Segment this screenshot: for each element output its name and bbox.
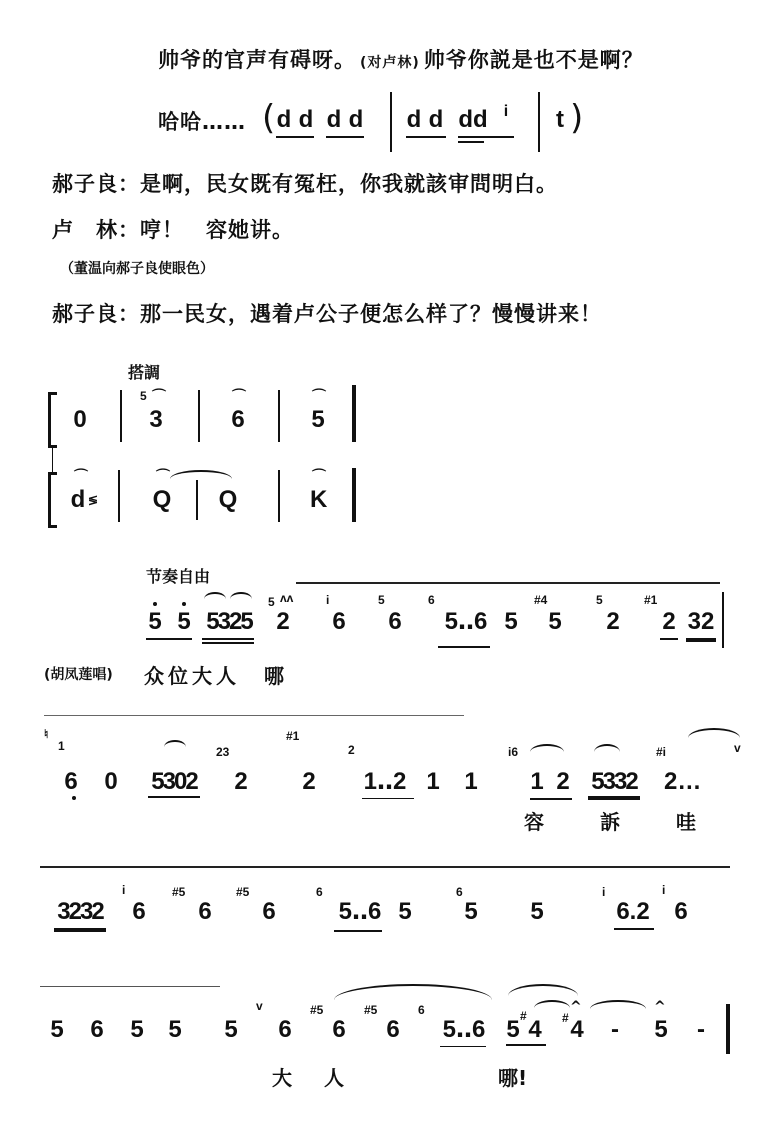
dash: - — [697, 1016, 705, 1043]
tempo-marking: 节奏自由 — [146, 567, 211, 586]
trill-icon: ʌʌ — [280, 591, 294, 605]
note: 5 — [50, 1016, 64, 1043]
underline — [148, 796, 200, 798]
speaker-name: 卢 林： — [52, 218, 140, 242]
perc-note: Q — [218, 486, 238, 513]
grace-note: #5 — [172, 885, 186, 899]
note-group: 5‥6 — [338, 898, 382, 925]
note: 2… — [664, 768, 702, 795]
note: 5 — [504, 608, 518, 635]
dialogue-line-4 — [52, 214, 294, 244]
note: 5 — [177, 608, 191, 635]
barline — [278, 390, 280, 442]
grace-note: i — [602, 885, 606, 899]
grace-note: 6 — [456, 885, 463, 899]
note: 2 — [302, 768, 316, 795]
low-dot — [72, 796, 76, 800]
note: 6 — [262, 898, 276, 925]
grace-note: 2 — [348, 743, 355, 757]
slur-arc — [688, 728, 740, 748]
grace-note: #i — [656, 745, 667, 759]
barline — [722, 592, 724, 648]
sung-text: 帅爷的官声有碍呀。 — [158, 48, 356, 72]
perc-note: K — [310, 486, 328, 513]
lyric: 哇 — [676, 810, 696, 834]
underline — [202, 638, 254, 640]
slur-arc — [230, 592, 252, 606]
underline — [660, 638, 678, 640]
note: 0 — [104, 768, 118, 795]
note: 5 — [224, 1016, 238, 1043]
breath-icon: v — [734, 741, 741, 755]
lyric: 大 — [272, 1066, 292, 1090]
note: 1 — [426, 768, 440, 795]
lyrics: 众位大人 哪 — [144, 664, 288, 688]
perc-note: d — [298, 106, 314, 133]
fermata-icon: ⌒ — [312, 469, 326, 485]
brace-connector — [52, 445, 53, 473]
barline — [118, 470, 120, 522]
note: 5 — [530, 898, 544, 925]
dash: - — [611, 1016, 619, 1043]
note: 1 — [464, 768, 478, 795]
spoken-text: 是啊，民女既有冤枉，你我就該审問明白。 — [140, 172, 558, 196]
end-barline — [352, 385, 356, 442]
grace-note: 5 — [140, 389, 147, 403]
stage-direction: (对卢林) — [360, 55, 420, 71]
note-group: 5‥6 — [444, 608, 488, 635]
note: 6 — [388, 608, 402, 635]
sharp-icon: # — [520, 1009, 527, 1023]
note: 6 — [332, 1016, 346, 1043]
grace-note: 6 — [316, 885, 323, 899]
barline — [196, 480, 198, 520]
note: 5 — [464, 898, 478, 925]
underline — [440, 1046, 486, 1047]
sung-text: 帅爷你説是也不是啊？ — [423, 48, 644, 72]
end-barline — [352, 468, 356, 522]
paren-open: ( — [262, 98, 276, 138]
underline — [326, 136, 364, 138]
phrase-line — [44, 715, 464, 716]
grace-note: 5 — [268, 595, 275, 609]
high-dot — [153, 602, 157, 606]
tremolo-icon: ≶ — [88, 493, 99, 507]
staff-bracket — [48, 392, 57, 448]
grace-note: 23 — [216, 745, 230, 759]
grace-note: 6 — [418, 1003, 425, 1017]
underline — [614, 928, 654, 930]
barline — [278, 470, 280, 522]
end-barline — [726, 1004, 730, 1054]
paren-close: ) — [570, 98, 584, 138]
slur-arc — [594, 744, 620, 760]
perc-note: Q — [152, 486, 172, 513]
barline — [198, 390, 200, 442]
note-group: 5‥6 — [442, 1016, 486, 1043]
grace-note: 5 — [378, 593, 385, 607]
fermata-icon: ⌒ — [156, 469, 170, 485]
note: 6 — [132, 898, 146, 925]
dialogue-line-1 — [158, 44, 644, 74]
speaker-name: 郝子良： — [52, 302, 140, 326]
note: 4 — [570, 1016, 584, 1043]
barline — [120, 390, 122, 442]
grace-note: #5 — [236, 885, 250, 899]
fermata-icon: ^ — [570, 999, 582, 1015]
underline — [146, 638, 192, 640]
note: 5 — [548, 608, 562, 635]
perc-note: d — [326, 106, 342, 133]
note: 3 — [149, 406, 163, 433]
underline — [588, 796, 640, 800]
grace-note: #5 — [310, 1003, 324, 1017]
laugh-text: 哈哈…… — [158, 110, 246, 134]
lyric: 人 — [324, 1066, 344, 1090]
singer-label: (胡凤莲唱) — [44, 667, 113, 683]
underline — [54, 928, 106, 932]
underline — [686, 638, 716, 642]
natural-icon: ♮ — [44, 727, 49, 741]
lyric: 容 — [524, 810, 544, 834]
note: 6 — [332, 608, 346, 635]
note: 6 — [386, 1016, 400, 1043]
perc-note: d — [348, 106, 364, 133]
note: 6 — [198, 898, 212, 925]
spoken-text: 那一民女，遇着卢公子便怎么样了？慢慢讲来！ — [140, 302, 602, 326]
note: 5 — [398, 898, 412, 925]
dialogue-line-6 — [52, 298, 602, 328]
breath-icon: v — [256, 999, 263, 1013]
note: 5 — [168, 1016, 182, 1043]
note-group: 6.2 — [616, 898, 650, 925]
note-group: 3232 — [57, 898, 103, 925]
underline — [276, 136, 314, 138]
note: 0 — [73, 406, 87, 433]
fermata-icon: ⌒ — [74, 469, 88, 485]
grace-note: 6 — [428, 593, 435, 607]
grace-note: i — [326, 593, 330, 607]
high-dot — [182, 602, 186, 606]
grace-note: #1 — [286, 729, 300, 743]
underline — [406, 136, 446, 138]
fermata-icon: ⌒ — [152, 389, 166, 405]
underline — [458, 141, 484, 143]
grace-note: #5 — [364, 1003, 378, 1017]
slur-arc — [530, 744, 564, 760]
note: 5 — [148, 608, 162, 635]
underline — [506, 1044, 546, 1046]
note: 6 — [674, 898, 688, 925]
spoken-text: 哼！ 容她讲。 — [140, 218, 294, 242]
lyric: 哪! — [498, 1066, 528, 1090]
note: 2 — [606, 608, 620, 635]
note-group: 5325 — [206, 608, 252, 635]
note: 5 — [130, 1016, 144, 1043]
slur-arc — [334, 984, 492, 1016]
underline — [202, 642, 254, 644]
note: 6 — [90, 1016, 104, 1043]
barline — [538, 92, 540, 152]
underline — [458, 136, 514, 138]
note-group: 32 — [687, 608, 715, 635]
note: 5 — [311, 406, 325, 433]
phrase-line — [40, 986, 220, 987]
perc-note: d — [70, 486, 86, 513]
note-group: 5332 — [591, 768, 637, 795]
grace-note: 1 — [58, 739, 65, 753]
underline — [362, 798, 414, 799]
slur-arc — [164, 740, 186, 754]
note: 2 — [276, 608, 290, 635]
note-group: 1‥2 — [363, 768, 407, 795]
stage-direction: （董温向郝子良使眼色） — [60, 261, 214, 277]
sharp-icon: # — [562, 1011, 569, 1025]
staff-bracket — [48, 472, 57, 528]
grace-note: 5 — [596, 593, 603, 607]
perc-note: t — [556, 106, 564, 133]
note: 2 — [662, 608, 676, 635]
fermata-icon: ⌒ — [312, 389, 326, 405]
note: 6 — [64, 768, 78, 795]
grace-note: i6 — [508, 745, 519, 759]
section-label: 搭調 — [128, 363, 161, 382]
perc-note: d — [428, 106, 444, 133]
note: 5 — [654, 1016, 668, 1043]
fermata-icon: ^ — [654, 999, 666, 1015]
note-group: 1 2 — [530, 768, 570, 795]
phrase-line — [40, 866, 730, 868]
grace-note: i — [122, 883, 126, 897]
perc-note: i — [503, 103, 509, 120]
underline — [334, 930, 382, 932]
underline — [530, 798, 572, 800]
lyric: 訴 — [600, 810, 620, 834]
perc-note: dd — [458, 106, 488, 133]
speaker-name: 郝子良： — [52, 172, 140, 196]
perc-note: d — [276, 106, 292, 133]
note: 2 — [234, 768, 248, 795]
perc-note: d — [406, 106, 422, 133]
note: 5 — [506, 1016, 520, 1043]
grace-note: #4 — [534, 593, 548, 607]
slur-arc — [204, 592, 226, 606]
dialogue-line-3 — [52, 168, 558, 198]
barline — [390, 92, 392, 152]
fermata-icon: ⌒ — [232, 389, 246, 405]
note: 4 — [528, 1016, 542, 1043]
grace-note: i — [662, 883, 666, 897]
note: 6 — [278, 1016, 292, 1043]
note-group: 5302 — [151, 768, 197, 795]
phrase-line — [296, 582, 720, 584]
underline — [438, 646, 490, 648]
note: 6 — [231, 406, 245, 433]
grace-note: #1 — [644, 593, 658, 607]
